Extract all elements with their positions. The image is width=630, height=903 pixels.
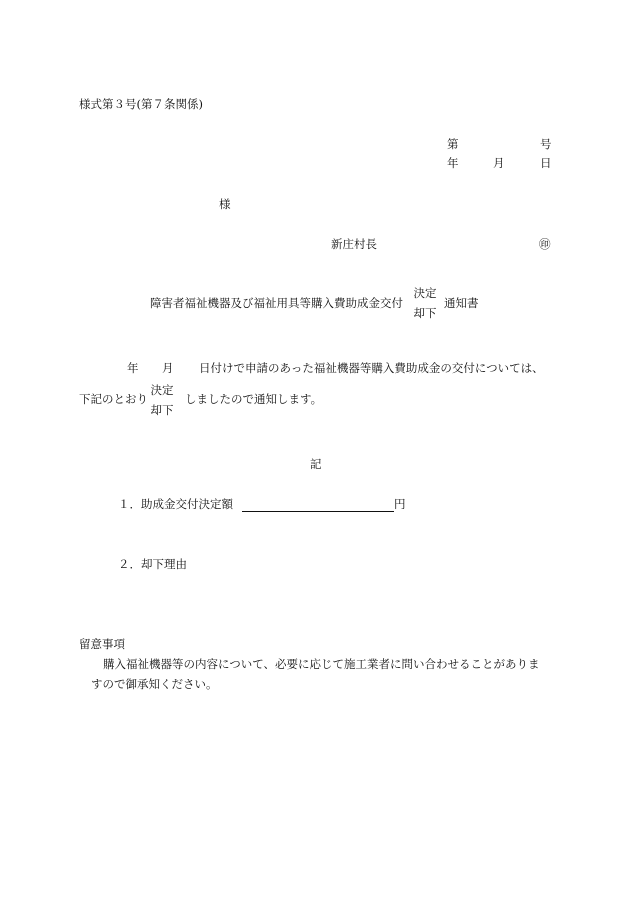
title-main: 障害者福祉機器及び福祉用具等購入費助成金交付 [150,296,403,310]
date-year: 年 [447,156,459,170]
title-option-reject: 却下 [413,305,437,320]
amount-blank-line [242,498,394,512]
notes-heading: 留意事項 [79,637,125,651]
item1-label: １．助成金交付決定額 [118,497,233,511]
notes-line2: すので御承知ください。 [91,677,218,691]
body-option-decide: 決定 [150,383,174,397]
body-year: 年 [127,361,139,375]
title-option-decide: 決定 [413,286,437,300]
item1-unit: 円 [394,497,406,511]
issuer: 新庄村長 [331,237,377,251]
form-id: 様式第３号(第７条関係) [79,97,203,111]
title-suffix: 通知書 [444,296,479,310]
date-day: 日 [540,156,552,170]
date-month: 月 [493,156,505,170]
body-line1: 日付けで申請のあった福祉機器等購入費助成金の交付については、 [199,361,544,375]
ki-heading: 記 [310,457,322,471]
body-month: 月 [162,361,174,375]
body-decide-reject-options [150,385,174,416]
number-suffix: 号 [540,137,552,151]
notes-line1: 購入福祉機器等の内容について、必要に応じて施工業者に問い合わせることがありま [103,657,540,671]
addressee-suffix: 様 [219,197,231,211]
title-decide-reject-options [413,288,437,319]
seal-mark: ㊞ [539,237,551,251]
body-option-reject: 却下 [150,402,174,417]
number-prefix: 第 [447,137,459,151]
body-line2-suffix: しましたので通知します。 [185,392,323,406]
item2-label: ２．却下理由 [118,557,187,571]
body-line2-prefix: 下記のとおり [79,392,148,406]
